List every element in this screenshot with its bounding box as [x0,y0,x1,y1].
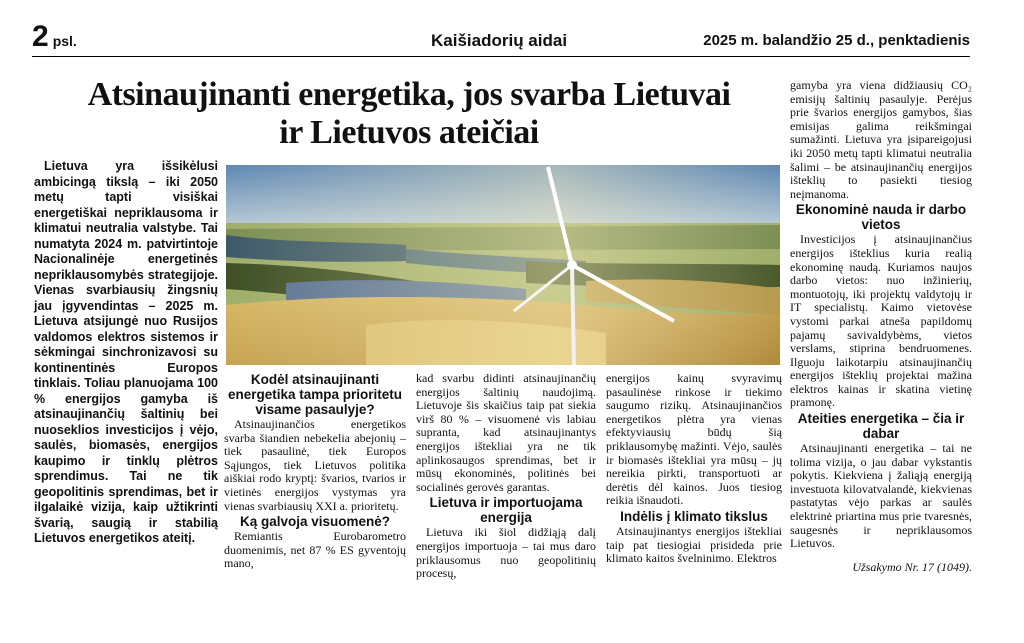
article-column-3 [606,372,782,566]
subheading-future-energy: Ateities energetika – čia ir dabar [797,411,965,442]
subheading-climate-goals: Indėlis į klimato tikslus [620,508,768,524]
article-lead: Lietuva yra išsikėlusi ambicingą tikslą – iki 2050 metų tapti visiškai energetiškai nepriklausoma ir klimatui neutralia valstybe. Tai numatyta 2024 m. patvirtintoje Nacionalinėje energetinės nepriklausomybės strategijoje. Vienas svarbiausių žingsnių jau įgyvendintas – 2025 m. Lietuva atsijungė nuo Rusijos valdomos elektros sistemos ir sėkmingai sinchronizavosi su kontinentinės Europos tinklais. Toliau planuojama 100 % energijos gamyba iš atsinaujinančių šaltinių bei nuoseklios investicijos į vėjo, saulės, biomasės, energijos kaupimo ir tinklų plėtros sprendimus. Tai ne tik geopolitinis sprendimas, bet ir ilgalaikė vizija, kaip užtikrinti švarią, saugią ir stabilią Lietuvos energetikos ateitį. [34,159,218,545]
issue-date: 2025 m. balandžio 25 d., penktadienis [703,32,970,49]
header-rule [32,56,970,57]
paragraph: energijos kainų svyravimų pasaulinėse rinkose ir tiekimo saugumo rizikų. Atsinaujinančios energetikos plėtra yra vienas efektyviausių būdų šią priklausomybę mažinti. Vėjo, saulės ir biomasės ištekliai yra mūsų – jų nereikia pirkti, transportuoti ar derėtis dėl kainos. Juos tiesiog reikia išnaudoti. [606,371,782,508]
paragraph: Remiantis Eurobarometro duomenimis, net 87 % ES gyventojų mano, [224,529,406,571]
article-column-2 [416,372,596,581]
subheading-energy-import: Lietuva ir importuojama energija [429,495,583,526]
article-column-1 [224,371,406,571]
paragraph: Atsinaujinantys energijos ištekliai taip pat tiesiogiai prisideda prie klimato kaitos švelninimo. Elektros [606,523,782,566]
subheading-economic-benefit: Ekonominė nauda ir darbo vietos [795,202,967,233]
headline-line-2: ir Lietuvos ateičiai [279,114,539,151]
article-column-4 [790,79,972,574]
paragraph: Investicijos į atsinaujinančius energijos išteklius kuria realią ekonominę naudą. Kuriamos naujos darbo vietos: nuo inžinierių, montuotojų, iki projektų valdytojų ir IT specialistų. Kaimo vietovėse vystomi parkai atneša papildomų pajamų savivaldybėms, vietos verslams, stiprina bendruomenes. Ilguoju laikotarpiu atsinaujinančių energijos išteklių projektai mažina elektros kainas ir skatina vietinę pramonę. [790,232,972,410]
paragraph: kad svarbu didinti atsinaujinančių energijos šaltinių naudojimą. Lietuvoje šis skaičius taip pat siekia virš 80 % – visuomenė vis labiau supranta, kad atsinaujinantys energijos ištekliai yra ne tik aplinkosaugos sprendimas, bet ir mūsų ekonominės, politinės bei socialinės gerovės garantas. [416,371,596,494]
page-number-value: 2 [32,20,49,53]
page-label: psl. [52,33,77,49]
paragraph: Atsinaujinanti energetika – tai ne tolima vizija, o jau dabar vykstantis pokytis. Kiekviena į žaliąją energiją investuota kilovatvalandė, kiekvienas pastatytas vėjo parkas ar saulės elektrinė priartina mus prie tvaresnės, saugesnės ir nepriklausomos Lietuvos. [790,441,972,551]
paragraph: gamyba yra viena didžiausių CO₂ emisijų šaltinių pasaulyje. Perėjus prie švarios energijos gamybos, šias emisijas galima reikšmingai sumažinti. Lietuva yra įsipareigojusi iki 2050 metų tapti klimatui neutralia šalimi – be atsinaujinančių energijos išteklių to pasiekti tiesiog neįmanoma. [790,78,972,201]
subheading-why-priority: Kodėl atsinaujinanti energetika tampa prioritetu visame pasaulyje? [227,372,403,417]
wind-turbine-landscape-icon [226,165,780,365]
order-number: Užsakymo Nr. 17 (1049). [852,559,972,574]
newspaper-name: Kaišiadorių aidai [431,31,568,50]
wind-turbine-photo [226,165,780,365]
paragraph: Lietuva iki šiol didžiąją dalį energijos importuoja – tai mus daro priklausomus nuo geopolitinių procesų, [416,525,596,581]
headline-line-1: Atsinaujinanti energetika, jos svarba Lietuvai [87,76,731,113]
article-headline [40,76,778,152]
paragraph: Atsinaujinančios energetikos svarba šiandien nebekelia abejonių – tiek pasaulinė, tiek Europos Sąjungos, tiek Lietuvos politika aiškiai rodo kryptį: švarios, tvarios ir vietinės energijos vystymas yra vienas svarbiausių XXI a. prioritetų. [224,417,406,513]
subheading-public-opinion: Ką galvoja visuomenė? [239,514,391,530]
page-number [32,22,77,52]
